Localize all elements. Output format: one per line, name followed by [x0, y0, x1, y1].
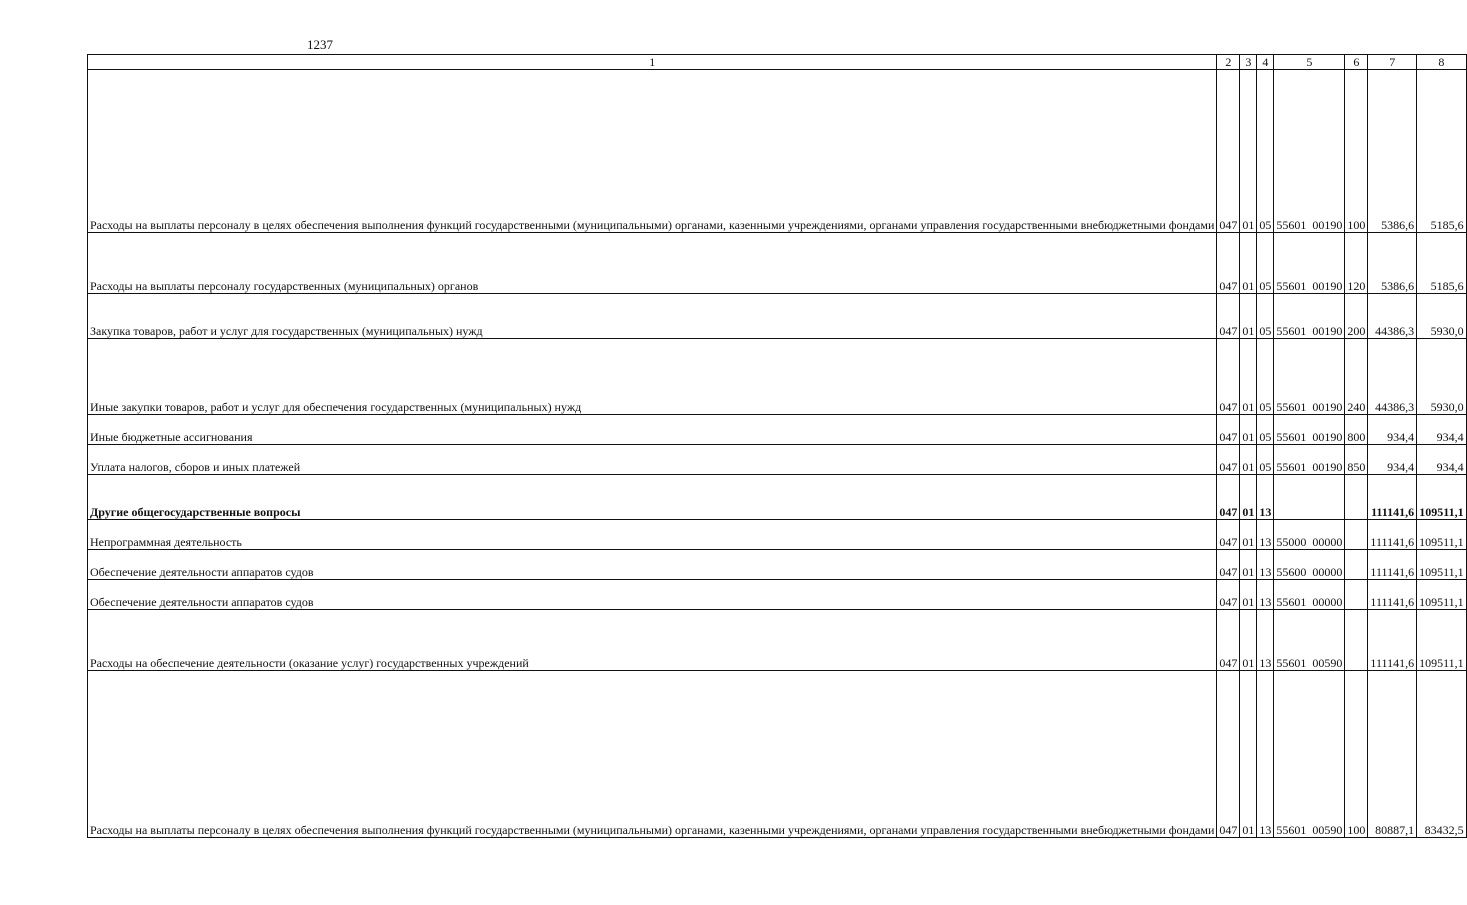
header-row — [88, 55, 1467, 70]
target-article-code: 00000 — [1312, 535, 1343, 549]
subsection-code-cell: 13 — [1257, 610, 1274, 671]
section-code-cell: 01 — [1240, 520, 1257, 550]
subsection-code-cell: 05 — [1257, 233, 1274, 294]
ministry-code-cell: 047 — [1217, 580, 1240, 610]
expense-type-cell — [1345, 550, 1368, 580]
budget-table — [87, 54, 1467, 838]
target-article-cell — [1274, 233, 1345, 294]
target-article-program: 55601 — [1276, 460, 1307, 474]
ministry-code-cell: 047 — [1217, 415, 1240, 445]
target-article-code: 00190 — [1312, 400, 1343, 414]
amount-year1-cell: 111141,6 — [1368, 475, 1417, 520]
target-article-program: 55601 — [1276, 400, 1307, 414]
amount-year2-cell: 109511,1 — [1417, 550, 1467, 580]
target-article-code: 00590 — [1312, 656, 1343, 670]
expense-type-cell — [1345, 580, 1368, 610]
subsection-code-cell: 13 — [1257, 475, 1274, 520]
section-code-cell: 01 — [1240, 445, 1257, 475]
amount-year2-cell: 109511,1 — [1417, 520, 1467, 550]
section-code-cell: 01 — [1240, 233, 1257, 294]
expense-name-cell: Уплата налогов, сборов и иных платежей — [88, 445, 1217, 475]
target-article-program: 55000 — [1276, 535, 1307, 549]
subsection-code-cell: 05 — [1257, 294, 1274, 339]
amount-year1-cell: 80887,1 — [1368, 671, 1417, 838]
section-code-cell: 01 — [1240, 294, 1257, 339]
amount-year2-cell: 5185,6 — [1417, 70, 1467, 233]
section-code-cell: 01 — [1240, 475, 1257, 520]
amount-year2-cell: 934,4 — [1417, 445, 1467, 475]
subsection-code-cell: 05 — [1257, 339, 1274, 415]
amount-year1-cell: 5386,6 — [1368, 233, 1417, 294]
target-article-code: 00190 — [1312, 324, 1343, 338]
amount-year2-cell: 83432,5 — [1417, 671, 1467, 838]
amount-year1-cell: 111141,6 — [1368, 610, 1417, 671]
subsection-code-cell: 13 — [1257, 550, 1274, 580]
ministry-code-cell: 047 — [1217, 294, 1240, 339]
col-header-8: 8 — [1417, 55, 1467, 70]
target-article-cell — [1274, 671, 1345, 838]
col-header-5: 5 — [1274, 55, 1345, 70]
col-header-7: 7 — [1368, 55, 1417, 70]
section-code-cell: 01 — [1240, 70, 1257, 233]
target-article-program: 55601 — [1276, 430, 1307, 444]
section-code-cell: 01 — [1240, 671, 1257, 838]
target-article-cell — [1274, 339, 1345, 415]
ministry-code-cell: 047 — [1217, 233, 1240, 294]
amount-year1-cell: 111141,6 — [1368, 580, 1417, 610]
target-article-code: 00000 — [1312, 595, 1343, 609]
target-article-code: 00190 — [1312, 460, 1343, 474]
table-row — [88, 610, 1467, 671]
section-code-cell: 01 — [1240, 610, 1257, 671]
table-row — [88, 520, 1467, 550]
target-article-code: 00190 — [1312, 430, 1343, 444]
table-row — [88, 445, 1467, 475]
target-article-program: 55600 — [1276, 565, 1307, 579]
target-article-cell — [1274, 580, 1345, 610]
section-code-cell: 01 — [1240, 415, 1257, 445]
ministry-code-cell: 047 — [1217, 475, 1240, 520]
table-row — [88, 294, 1467, 339]
target-article-cell — [1274, 610, 1345, 671]
table-row — [88, 550, 1467, 580]
amount-year1-cell: 44386,3 — [1368, 339, 1417, 415]
target-article-program: 55601 — [1276, 823, 1307, 837]
expense-name-cell: Расходы на выплаты персоналу в целях обеспечения выполнения функций государственными (муниципальными) органами, казенными учреждениями, органами управления государственными внебюджетными фондами — [88, 671, 1217, 838]
ministry-code-cell: 047 — [1217, 550, 1240, 580]
expense-name-cell: Закупка товаров, работ и услуг для государственных (муниципальных) нужд — [88, 294, 1217, 339]
subsection-code-cell: 13 — [1257, 520, 1274, 550]
section-code-cell: 01 — [1240, 580, 1257, 610]
target-article-cell — [1274, 520, 1345, 550]
amount-year2-cell: 5930,0 — [1417, 294, 1467, 339]
expense-type-cell — [1345, 520, 1368, 550]
expense-type-cell: 240 — [1345, 339, 1368, 415]
ministry-code-cell: 047 — [1217, 520, 1240, 550]
section-code-cell: 01 — [1240, 339, 1257, 415]
target-article-program: 55601 — [1276, 595, 1307, 609]
col-header-6: 6 — [1345, 55, 1368, 70]
target-article-cell — [1274, 70, 1345, 233]
target-article-program: 55601 — [1276, 218, 1307, 232]
ministry-code-cell: 047 — [1217, 339, 1240, 415]
subsection-code-cell: 05 — [1257, 70, 1274, 233]
col-header-4: 4 — [1257, 55, 1274, 70]
target-article-cell — [1274, 445, 1345, 475]
expense-type-cell — [1345, 610, 1368, 671]
target-article-code: 00190 — [1312, 279, 1343, 293]
table-row — [88, 671, 1467, 838]
table-row — [88, 475, 1467, 520]
expense-name-cell: Обеспечение деятельности аппаратов судов — [88, 580, 1217, 610]
amount-year1-cell: 111141,6 — [1368, 520, 1417, 550]
expense-name-cell: Расходы на выплаты персоналу государственных (муниципальных) органов — [88, 233, 1217, 294]
expense-name-cell: Непрограммная деятельность — [88, 520, 1217, 550]
amount-year1-cell: 44386,3 — [1368, 294, 1417, 339]
expense-name-cell: Обеспечение деятельности аппаратов судов — [88, 550, 1217, 580]
expense-type-cell: 850 — [1345, 445, 1368, 475]
table-row — [88, 415, 1467, 445]
subsection-code-cell: 05 — [1257, 445, 1274, 475]
page-number: 1237 — [307, 37, 333, 52]
target-article-code: 00590 — [1312, 823, 1343, 837]
expense-type-cell — [1345, 475, 1368, 520]
expense-name-cell: Расходы на обеспечение деятельности (оказание услуг) государственных учреждений — [88, 610, 1217, 671]
amount-year1-cell: 5386,6 — [1368, 70, 1417, 233]
target-article-code: 00000 — [1312, 565, 1343, 579]
expense-name-cell: Расходы на выплаты персоналу в целях обеспечения выполнения функций государственными (муниципальными) органами, казенными учреждениями, органами управления государственными внебюджетными фондами — [88, 70, 1217, 233]
ministry-code-cell: 047 — [1217, 610, 1240, 671]
table-row — [88, 580, 1467, 610]
col-header-3: 3 — [1240, 55, 1257, 70]
expense-name-cell: Иные закупки товаров, работ и услуг для обеспечения государственных (муниципальных) нужд — [88, 339, 1217, 415]
amount-year2-cell: 5930,0 — [1417, 339, 1467, 415]
target-article-program: 55601 — [1276, 324, 1307, 338]
amount-year2-cell: 109511,1 — [1417, 610, 1467, 671]
expense-type-cell: 120 — [1345, 233, 1368, 294]
amount-year1-cell: 111141,6 — [1368, 550, 1417, 580]
expense-type-cell: 100 — [1345, 671, 1368, 838]
target-article-code: 00190 — [1312, 218, 1343, 232]
target-article-cell — [1274, 475, 1345, 520]
col-header-1: 1 — [88, 55, 1217, 70]
expense-type-cell: 100 — [1345, 70, 1368, 233]
table-row — [88, 339, 1467, 415]
amount-year1-cell: 934,4 — [1368, 445, 1417, 475]
amount-year2-cell: 109511,1 — [1417, 580, 1467, 610]
col-header-2: 2 — [1217, 55, 1240, 70]
ministry-code-cell: 047 — [1217, 70, 1240, 233]
table-row — [88, 70, 1467, 233]
expense-type-cell: 800 — [1345, 415, 1368, 445]
subsection-code-cell: 05 — [1257, 415, 1274, 445]
target-article-program: 55601 — [1276, 279, 1307, 293]
table-row — [88, 233, 1467, 294]
target-article-cell — [1274, 294, 1345, 339]
amount-year2-cell: 109511,1 — [1417, 475, 1467, 520]
amount-year2-cell: 5185,6 — [1417, 233, 1467, 294]
ministry-code-cell: 047 — [1217, 445, 1240, 475]
target-article-cell — [1274, 415, 1345, 445]
target-article-cell — [1274, 550, 1345, 580]
expense-name-cell: Иные бюджетные ассигнования — [88, 415, 1217, 445]
section-code-cell: 01 — [1240, 550, 1257, 580]
expense-type-cell: 200 — [1345, 294, 1368, 339]
amount-year2-cell: 934,4 — [1417, 415, 1467, 445]
subsection-code-cell: 13 — [1257, 671, 1274, 838]
expense-name-cell: Другие общегосударственные вопросы — [88, 475, 1217, 520]
ministry-code-cell: 047 — [1217, 671, 1240, 838]
target-article-program: 55601 — [1276, 656, 1307, 670]
amount-year1-cell: 934,4 — [1368, 415, 1417, 445]
subsection-code-cell: 13 — [1257, 580, 1274, 610]
